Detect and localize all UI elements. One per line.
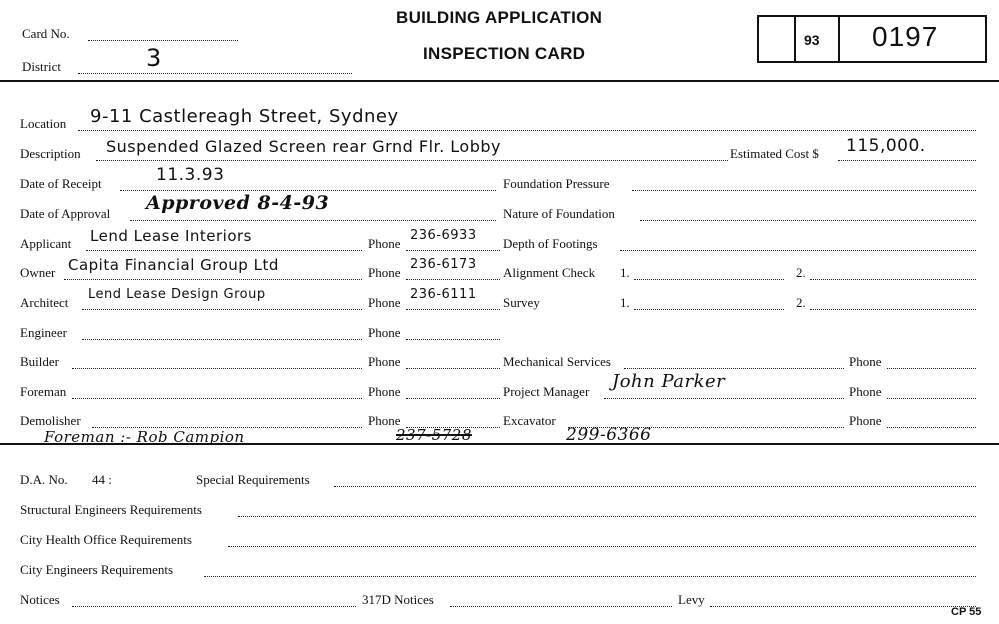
city-health-label: City Health Office Requirements [20,532,192,547]
notices-label: Notices [20,592,60,607]
owner-phone-value: 236-6173 [410,257,477,272]
builder-phone-label: Phone [368,354,401,369]
estimated-cost-field[interactable] [838,160,976,161]
structural-engineers-field[interactable] [238,516,976,517]
notices-317d-field[interactable] [450,606,672,607]
owner-field[interactable] [64,279,362,280]
city-health-field[interactable] [228,546,976,547]
header-rule [0,80,999,82]
alignment-num2: 2. [796,265,806,280]
location-label: Location [20,116,67,131]
box-number: 0197 [872,21,939,52]
foreman-phone-label: Phone [368,384,401,399]
alignment-num1: 1. [620,265,630,280]
district-label: District [22,59,61,74]
card-no-field[interactable] [88,40,238,41]
date-approval-label: Date of Approval [20,206,111,221]
project-manager-field[interactable] [604,398,844,399]
box-divider-2 [838,15,840,63]
alignment-check-label: Alignment Check [503,265,596,280]
depth-footings-label: Depth of Footings [503,236,598,251]
mechanical-phone-label: Phone [849,354,882,369]
alignment-check-field-1[interactable] [634,279,784,280]
survey-num1: 1. [620,295,630,310]
owner-phone-label: Phone [368,265,401,280]
date-receipt-field[interactable] [120,190,496,191]
owner-label: Owner [20,265,56,280]
new-phone-number: 299-6366 [566,425,652,445]
demolisher-label: Demolisher [20,413,81,428]
mechanical-services-label: Mechanical Services [503,354,611,369]
foreman-note: Foreman :- Rob Campion [44,428,245,446]
depth-footings-field[interactable] [620,250,976,251]
architect-phone-field[interactable] [406,309,500,310]
engineer-phone-label: Phone [368,325,401,340]
district-value: 3 [146,44,162,72]
estimated-cost-value: 115,000. [846,136,926,156]
district-field[interactable] [78,73,352,74]
engineer-label: Engineer [20,325,67,340]
project-manager-value: John Parker [612,371,726,392]
page-title-line2: INSPECTION CARD [423,44,586,63]
excavator-label: Excavator [503,413,556,428]
foundation-pressure-field[interactable] [632,190,976,191]
excavator-phone-field[interactable] [887,427,976,428]
crossed-out-number: 237-5728 [396,426,472,444]
location-value: 9-11 Castlereagh Street, Sydney [90,106,399,127]
applicant-label: Applicant [20,236,72,251]
owner-value: Capita Financial Group Ltd [68,256,279,274]
survey-field-2[interactable] [810,309,976,310]
da-no-label: D.A. No. [20,472,68,487]
architect-phone-value: 236-6111 [410,287,477,302]
box-prefix: 93 [804,32,820,48]
applicant-phone-label: Phone [368,236,401,251]
special-requirements-field[interactable] [334,486,976,487]
applicant-field[interactable] [86,250,362,251]
survey-label: Survey [503,295,540,310]
survey-field-1[interactable] [634,309,784,310]
da-no-value: 44 : [92,472,112,487]
card-no-label: Card No. [22,26,70,41]
demolisher-phone-label: Phone [368,413,401,428]
foreman-phone-field[interactable] [406,398,500,399]
project-manager-phone-label: Phone [849,384,882,399]
alignment-check-field-2[interactable] [810,279,976,280]
levy-label: Levy [678,592,705,607]
description-value: Suspended Glazed Screen rear Grnd Flr. Lobby [106,137,501,156]
applicant-phone-value: 236-6933 [410,228,477,243]
owner-phone-field[interactable] [406,279,500,280]
description-label: Description [20,146,81,161]
mechanical-phone-field[interactable] [887,368,976,369]
city-engineers-field[interactable] [204,576,976,577]
special-requirements-label: Special Requirements [196,472,310,487]
description-field[interactable] [96,160,728,161]
page-title-line1: BUILDING APPLICATION [396,8,603,27]
foundation-pressure-label: Foundation Pressure [503,176,610,191]
builder-phone-field[interactable] [406,368,500,369]
levy-field[interactable] [710,606,976,607]
excavator-phone-label: Phone [849,413,882,428]
applicant-value: Lend Lease Interiors [90,227,252,245]
architect-field[interactable] [82,309,362,310]
applicant-phone-field[interactable] [406,250,500,251]
date-approval-value: Approved 8-4-93 [146,192,330,214]
date-receipt-label: Date of Receipt [20,176,102,191]
nature-foundation-field[interactable] [640,220,976,221]
foreman-field[interactable] [72,398,362,399]
architect-value: Lend Lease Design Group [88,287,266,302]
engineer-field[interactable] [82,339,362,340]
location-field[interactable] [78,130,976,131]
notices-317d-label: 317D Notices [362,592,434,607]
project-manager-label: Project Manager [503,384,590,399]
builder-field[interactable] [72,368,362,369]
architect-label: Architect [20,295,69,310]
foreman-label: Foreman [20,384,67,399]
city-engineers-label: City Engineers Requirements [20,562,174,577]
estimated-cost-label: Estimated Cost $ [730,146,819,161]
builder-label: Builder [20,354,59,369]
box-divider-1 [794,15,796,63]
structural-engineers-label: Structural Engineers Requirements [20,502,202,517]
survey-num2: 2. [796,295,806,310]
date-receipt-value: 11.3.93 [156,165,225,185]
nature-foundation-label: Nature of Foundation [503,206,615,221]
middle-rule [0,443,999,445]
form-code: CP 55 [951,606,982,618]
notices-field[interactable] [72,606,356,607]
engineer-phone-field[interactable] [406,339,500,340]
mechanical-services-field[interactable] [624,368,844,369]
date-approval-field[interactable] [130,220,496,221]
architect-phone-label: Phone [368,295,401,310]
project-manager-phone-field[interactable] [887,398,976,399]
